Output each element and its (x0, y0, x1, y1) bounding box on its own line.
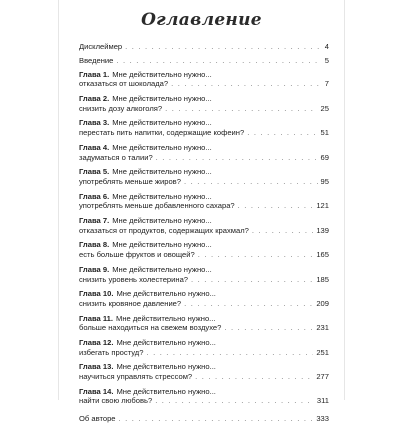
chapter-subtitle: задуматься о талии? (79, 152, 153, 162)
chapter-question: Мне действительно нужно... (112, 167, 212, 177)
chapter-question: Мне действительно нужно... (116, 289, 216, 299)
toc-page-number: 4 (324, 42, 329, 51)
dot-leader (184, 299, 313, 309)
chapter-question: Мне действительно нужно... (112, 69, 212, 79)
chapter-number: Глава 14. (79, 386, 114, 396)
dot-leader (247, 128, 317, 138)
chapter-question: Мне действительно нужно... (112, 191, 212, 201)
chapter-question: Мне действительно нужно... (116, 337, 216, 347)
chapter-number: Глава 12. (79, 337, 114, 347)
chapter-number: Глава 3. (79, 118, 110, 128)
table-of-contents (79, 42, 329, 428)
toc-entry-chapter-14 (79, 387, 329, 407)
chapter-number: Глава 9. (79, 264, 110, 274)
dot-leader (238, 201, 314, 211)
chapter-question: Мне действительно нужно... (116, 313, 216, 323)
toc-page-number: 333 (316, 414, 329, 424)
toc-page-number: 139 (316, 225, 329, 235)
chapter-question: Мне действительно нужно... (112, 215, 212, 225)
toc-page-number: 251 (316, 347, 329, 357)
toc-entry-disclaimer (79, 42, 329, 52)
dot-leader (171, 79, 322, 89)
chapter-question: Мне действительно нужно... (112, 93, 212, 103)
dot-leader (165, 104, 317, 114)
dot-leader (119, 414, 314, 424)
toc-page-number: 311 (316, 396, 329, 406)
toc-entry-title: Дисклеймер (79, 42, 123, 51)
chapter-number: Глава 4. (79, 142, 110, 152)
toc-entry-chapter-6 (79, 192, 329, 212)
chapter-subtitle: научиться управлять стрессом? (79, 372, 193, 382)
chapter-question: Мне действительно нужно... (116, 362, 216, 372)
chapter-subtitle: перестать пить напитки, содержащие кофеин? (79, 128, 245, 138)
toc-entry-chapter-9 (79, 265, 329, 285)
chapter-subtitle: употреблять меньше добавленного сахара? (79, 201, 235, 211)
dot-leader (156, 153, 318, 163)
dot-leader (252, 226, 313, 236)
chapter-number: Глава 5. (79, 167, 110, 177)
chapter-number: Глава 6. (79, 191, 110, 201)
toc-page-number: 231 (316, 323, 329, 333)
chapter-subtitle: есть больше фруктов и овощей? (79, 250, 195, 260)
toc-page-number: 121 (316, 201, 329, 211)
chapter-number: Глава 13. (79, 362, 114, 372)
dot-leader (125, 42, 322, 52)
chapter-subtitle: отказаться от шоколада? (79, 79, 169, 89)
chapter-number: Глава 11. (79, 313, 114, 323)
toc-page-number: 95 (320, 176, 329, 186)
book-page (58, 0, 345, 424)
toc-page-number: 25 (320, 103, 329, 113)
toc-entry-chapter-2 (79, 94, 329, 114)
toc-page-number: 51 (320, 128, 329, 138)
toc-entry-title: Введение (79, 55, 114, 65)
dot-leader (191, 275, 313, 285)
dot-leader (155, 396, 314, 406)
toc-entry-chapter-7 (79, 216, 329, 236)
dot-leader (195, 372, 313, 382)
toc-entry-chapter-1 (79, 70, 329, 90)
chapter-question: Мне действительно нужно... (112, 118, 212, 128)
chapter-question: Мне действительно нужно... (116, 386, 216, 396)
toc-page-number: 185 (316, 274, 329, 284)
toc-page-number: 7 (324, 79, 329, 89)
toc-entry-chapter-8 (79, 240, 329, 260)
toc-page-number: 5 (324, 55, 329, 65)
dot-leader (224, 323, 313, 333)
chapter-question: Мне действительно нужно... (112, 142, 212, 152)
chapter-question: Мне действительно нужно... (112, 240, 212, 250)
chapter-subtitle: отказаться от продуктов, содержащих крахмал? (79, 225, 249, 235)
toc-page-number: 277 (316, 372, 329, 382)
chapter-subtitle: снизить кровяное давление? (79, 298, 182, 308)
chapter-number: Глава 7. (79, 215, 110, 225)
toc-page-number: 69 (320, 152, 329, 162)
chapter-number: Глава 2. (79, 93, 110, 103)
dot-leader (184, 177, 318, 187)
toc-entry-chapter-13 (79, 362, 329, 382)
toc-page-number: 209 (316, 298, 329, 308)
chapter-question: Мне действительно нужно... (112, 264, 212, 274)
chapter-subtitle: больше находиться на свежем воздухе? (79, 323, 222, 333)
toc-entry-intro (79, 56, 329, 66)
chapter-number: Глава 1. (79, 69, 110, 79)
toc-entry-chapter-5 (79, 167, 329, 187)
page-title: Оглавление (141, 10, 262, 30)
toc-entry-chapter-3 (79, 118, 329, 138)
dot-leader (116, 56, 321, 66)
chapter-number: Глава 8. (79, 240, 110, 250)
chapter-subtitle: снизить уровень холестерина? (79, 274, 189, 284)
chapter-subtitle: избегать простуд? (79, 347, 144, 357)
toc-entry-chapter-10 (79, 289, 329, 309)
toc-page-number: 165 (316, 250, 329, 260)
dot-leader (198, 250, 314, 260)
toc-entry-chapter-12 (79, 338, 329, 358)
dot-leader (146, 348, 313, 358)
toc-entry-title: Об авторе (79, 414, 116, 424)
chapter-subtitle: употреблять меньше жиров? (79, 176, 181, 186)
chapter-subtitle: снизить дозу алкоголя? (79, 103, 163, 113)
chapter-subtitle: найти свою любовь? (79, 396, 153, 406)
chapter-number: Глава 10. (79, 289, 114, 299)
toc-entry-about-author (79, 414, 329, 424)
toc-entry-chapter-11 (79, 314, 329, 334)
toc-entry-chapter-4 (79, 143, 329, 163)
